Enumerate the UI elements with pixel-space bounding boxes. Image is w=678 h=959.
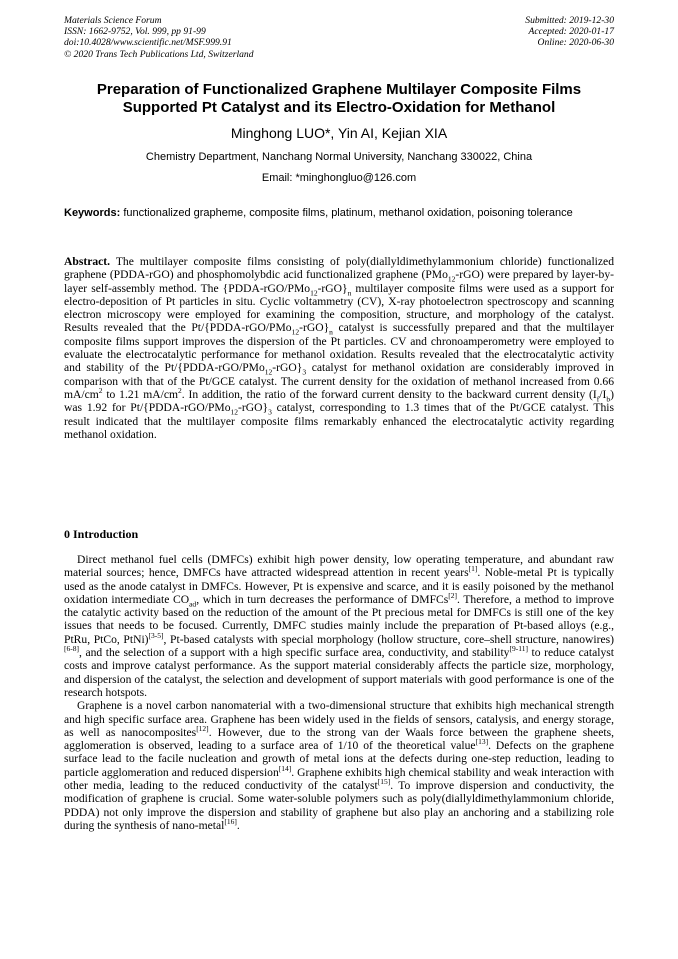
- paper-title: [40, 81, 638, 117]
- subscript: n: [347, 287, 352, 297]
- citation: [3-5]: [148, 630, 164, 640]
- submitted-date: Submitted: 2019-12-30: [525, 15, 614, 26]
- subscript: 12: [291, 327, 300, 337]
- abstract-label: Abstract.: [64, 255, 111, 268]
- paragraph-text: . To improve dispersion and conductivity, the modification of graphene is crucial. Some water-soluble polymers such as poly(diallyldimethylammonium chloride, PDDA) not only improve the dispersion and stability of graphene but also play an anchoring and a stabilizing role during the synthesis of nano-metal: [64, 779, 614, 832]
- affiliation: Chemistry Department, Nanchang Normal University, Nanchang 330022, China: [145, 151, 533, 163]
- title-line-1: Preparation of Functionalized Graphene Multilayer Composite Films: [96, 81, 582, 98]
- abstract-text: catalyst for methanol oxidation are considerably improved in comparison with that of the Pt/GCE catalyst. The current density for the oxidation of methanol increased from 0.66 mA/cm: [64, 361, 614, 401]
- introduction-body: [64, 553, 614, 832]
- issn-line: ISSN: 1662-9752, Vol. 999, pp 91-99: [64, 26, 206, 38]
- subscript: f: [596, 394, 600, 404]
- paragraph-text: , Pt-based catalysts with special morphology (hollow structure, core–shell structure, nanowires): [163, 632, 614, 646]
- paragraph-text: . Noble-metal Pt is typically used as the anode catalyst in DMFCs. However, Pt is expensive and scarce, and it is easily poisoned by the methanol oxidation intermediate CO: [64, 566, 614, 606]
- copyright-line: © 2020 Trans Tech Publications Ltd, Switzerland: [64, 48, 254, 60]
- paragraph-text: . However, due to the strong van der Waals force between the graphene sheets, agglomeration is observed, leading to a surface area of 1/10 of the theoretical value: [64, 725, 614, 753]
- paragraph-text: . Graphene exhibits high chemical stability and weak interaction with other media, leading to the reduced conductivity of the catalyst: [64, 765, 615, 793]
- citation: [1]: [468, 564, 478, 574]
- citation: [6-8]: [64, 644, 79, 654]
- abstract-text: catalyst, corresponding to 1.3 times that of the Pt/GCE catalyst. This result indicated that the multilayer composite films remarkably enhanced the electrocatalytic activity regarding methanol oxidation.: [64, 401, 614, 441]
- section-heading: 0 Introduction: [64, 527, 139, 541]
- citation: [9-11]: [509, 644, 528, 654]
- paragraph-text: to reduce catalyst costs and improve catalyst performance. As the support material considerably affects the particle size, morphology, and dispersion of the catalyst, the selection and development of support materials with good performance is one of the research hotspots.: [64, 646, 614, 699]
- abstract-text: The multilayer composite films consisting of poly(diallyldimethylammonium chloride) functionalized graphene (PDDA-rGO) and phosphomolybdic acid functionalized graphene (PMo: [64, 255, 614, 282]
- subscript: n: [329, 327, 333, 337]
- abstract-text: -rGO}: [238, 401, 269, 415]
- doi-line: doi:10.4028/www.scientific.net/MSF.999.91: [64, 37, 232, 49]
- keywords-label: Keywords:: [64, 207, 121, 219]
- author-list: Minghong LUO*, Yin AI, Kejian XIA: [230, 125, 448, 141]
- keywords-text: functionalized grapheme, composite films, platinum, methanol oxidation, poisoning tolerance: [123, 207, 573, 219]
- subscript: 12: [230, 407, 239, 417]
- citation: [14]: [278, 763, 292, 773]
- subscript: 12: [310, 287, 318, 297]
- title-line-2: Supported Pt Catalyst and its Electro-Oxidation for Methanol: [122, 99, 556, 116]
- subscript: ad: [189, 599, 197, 609]
- abstract: [64, 255, 614, 441]
- citation: [13]: [475, 737, 489, 747]
- paragraph-text: .: [236, 818, 240, 832]
- paragraph: [64, 553, 614, 699]
- citation: [16]: [224, 817, 237, 827]
- paragraph-text: , and the selection of a support with a high specific surface area, conductivity, and stability: [79, 646, 510, 660]
- abstract-text: -rGO}: [299, 321, 330, 335]
- accepted-date: Accepted: 2020-01-17: [528, 26, 614, 38]
- keywords: [64, 206, 614, 220]
- abstract-text: -rGO) were prepared by layer-by-layer self-assembly method. The {PDDA-rGO/PMo: [64, 268, 614, 295]
- citation: [15]: [377, 777, 391, 787]
- abstract-text: . In addition, the ratio of the forward current density to the backward current density (I: [181, 387, 597, 401]
- abstract-text: /I: [599, 387, 607, 401]
- dates-header: [525, 15, 614, 49]
- paragraph-text: . Therefore, a method to improve the catalytic activity based on the reduction of the amount of the Pt precious metal for DMFCs is still one of the key issues that needs to be focused. Currently, DMFC studies mainly include the preparation of Pt-based alloys (e.g., PtRu, PtCo, PtNi): [64, 592, 615, 646]
- citation: [12]: [196, 724, 209, 733]
- abstract-text: -rGO}: [272, 361, 303, 375]
- subscript: b: [606, 394, 611, 404]
- subscript: 12: [264, 367, 273, 377]
- paragraph-text: Graphene is a novel carbon nanomaterial with a two-dimensional structure that exhibits high mechanical strength and high specific surface area. Graphene has been widely used in the fields of sensors, catalysis, and energy storage, as well as nanocomposites: [64, 699, 614, 739]
- citation: [2]: [448, 591, 458, 601]
- journal-header: [64, 15, 254, 60]
- abstract-text: to 1.21 mA/cm: [102, 387, 179, 401]
- paragraph-text: , which in turn decreases the performance of DMFCs: [196, 592, 449, 606]
- superscript: 2: [98, 386, 103, 396]
- subscript: 3: [302, 367, 307, 377]
- online-date: Online: 2020-06-30: [537, 37, 614, 49]
- abstract-text: multilayer composite films were used as a support for electro-deposition of Pt particles in situ. Cyclic voltammetry (CV), X-ray photoelectron spectroscopy and scanning electron microscopy were employed for examining the composition, structure, and morphology of the catalyst. Results revealed that the Pt/{PDDA-rGO/PMo: [64, 281, 614, 335]
- abstract-text: ) was 1.92 for Pt/{PDDA-rGO/PMo: [64, 387, 614, 415]
- paragraph: [64, 699, 614, 832]
- journal-name: Materials Science Forum: [64, 15, 162, 26]
- superscript: 2: [178, 386, 182, 396]
- subscript: 12: [447, 274, 456, 284]
- abstract-text: -rGO}: [317, 281, 348, 295]
- subscript: 3: [268, 407, 272, 417]
- abstract-text: catalyst is successfully prepared and that the multilayer composite films support improves the dispersion of the Pt particles. CV and chronoamperometry were employed to evaluate the electrocatalytic performance for methanol oxidation. Results revealed that the electrocatalytic activity and stability of the Pt/{PDDA-rGO/PMo: [64, 321, 614, 375]
- contact-email: Email: *minghongluo@126.com: [261, 172, 417, 184]
- paragraph-text: Direct methanol fuel cells (DMFCs) exhibit high power density, low operating temperature, and abundant raw material sources; hence, DMFCs have attracted widespread attention in recent years: [64, 553, 614, 580]
- paragraph-text: . Defects on the graphene surface lead to the facile nucleation and growth of metal ions at the defects during one-step reduction, leading to particle agglomeration and reduced dispersion: [64, 739, 614, 779]
